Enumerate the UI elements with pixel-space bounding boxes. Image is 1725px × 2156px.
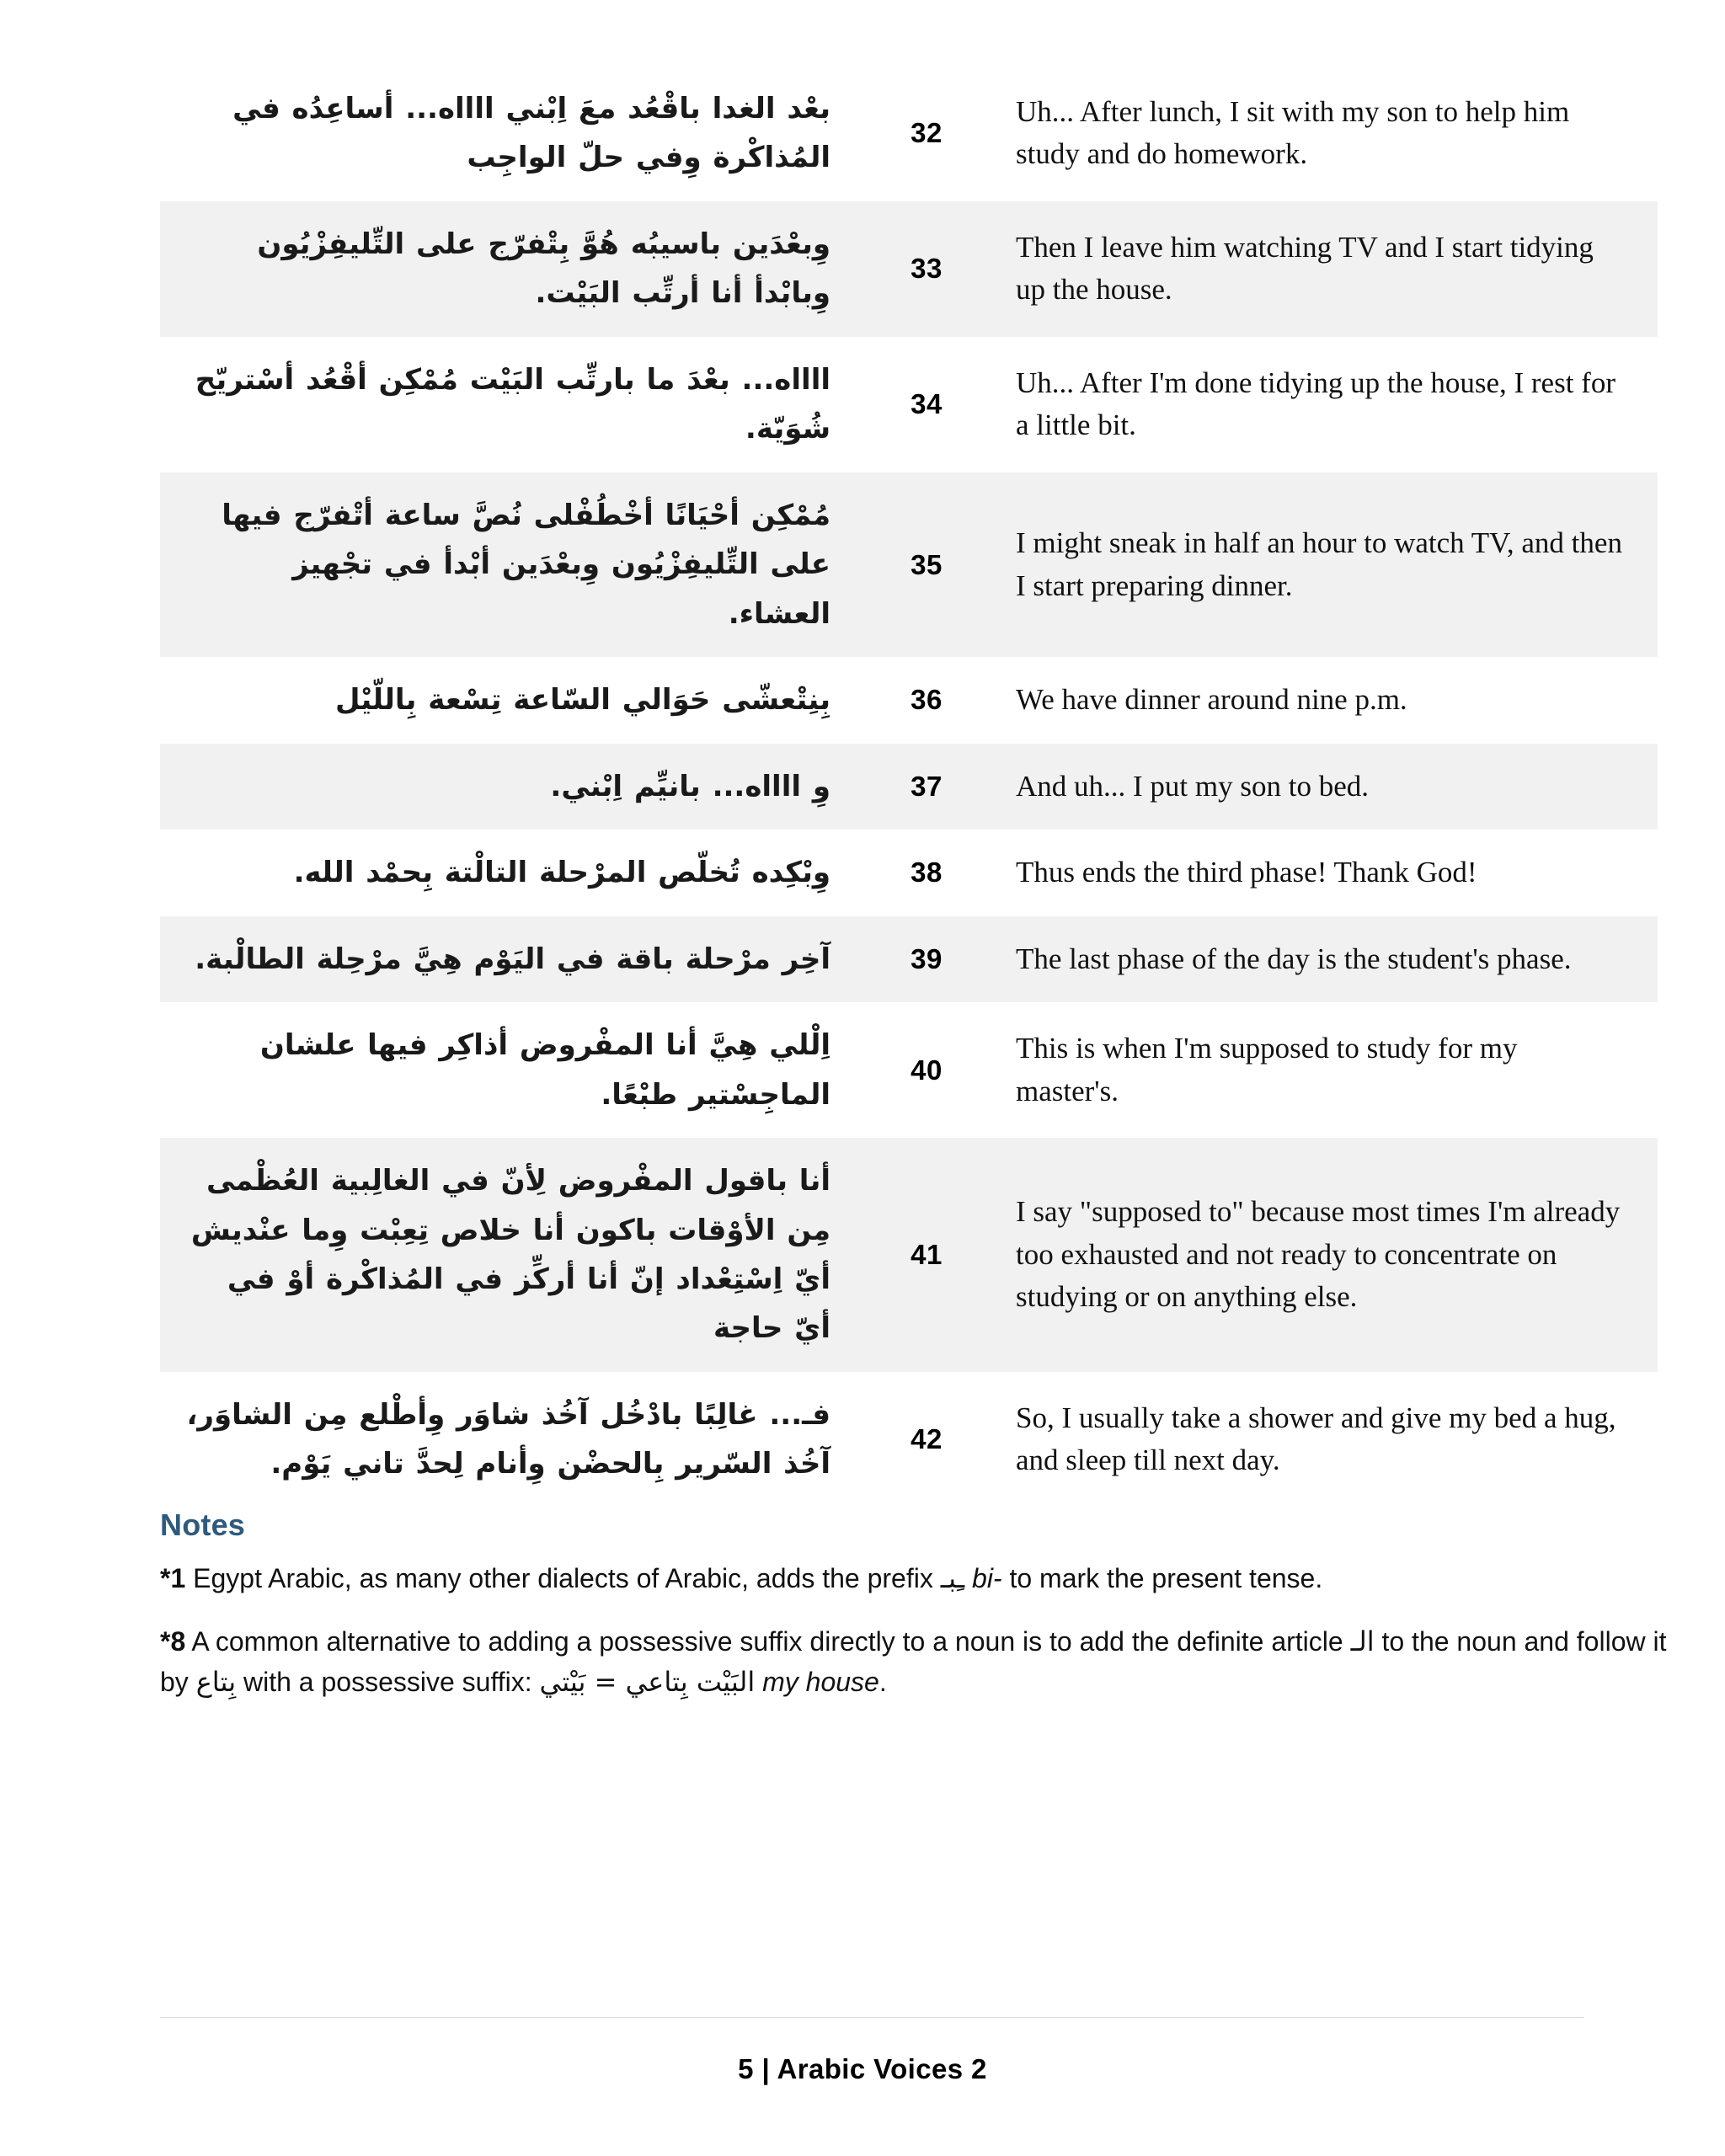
note-text-tail: . — [879, 1667, 887, 1698]
note-text: A common alternative to adding a possessive suffix directly to a noun is to add the definite article — [185, 1625, 1351, 1657]
table-row — [160, 201, 1658, 337]
note-italic: bi- — [972, 1563, 1002, 1593]
table-row — [160, 472, 1658, 657]
english-translation: Thus ends the third phase! Thank God! — [1016, 856, 1477, 889]
note-text-mid-2: with a possessive suffix: — [236, 1667, 540, 1698]
note-text-mid-1: to the noun and follow it by — [160, 1625, 1667, 1698]
arabic-text: فـ... غالبا بادخل آخذ شاور وأطلع من الشاور، آخذ السرير بالحضن وأنام لحد تاني يوم. — [186, 1397, 830, 1481]
line-number: 42 — [911, 1423, 943, 1455]
table-row — [160, 1002, 1658, 1138]
arabic-text: اللي هي أنا المفروض أذاكر فيها علشان الماجستير طبعا. — [259, 1028, 830, 1112]
arabic-text: وبكده تخلص المرحلة التالتة بحمد الله. — [293, 856, 830, 890]
arabic-text: ااااه... بعد ما بارتب البيت ممكن أقعد أستريح شوية. — [195, 362, 830, 446]
arabic-text: وبعدين باسيبه هو بتفرج على التليفزيون وبابدأ أنا أرتب البيت. — [257, 227, 830, 311]
english-translation: I might sneak in half an hour to watch TV, and then I start preparing dinner. — [1016, 526, 1622, 602]
transcript-table — [160, 66, 1658, 1508]
line-number: 39 — [911, 942, 943, 974]
english-translation: So, I usually take a shower and give my bed a hug, and sleep till next day. — [1016, 1401, 1616, 1477]
line-number: 32 — [911, 117, 943, 149]
table-row — [160, 657, 1658, 743]
english-translation: We have dinner around nine p.m. — [1016, 683, 1407, 717]
line-number: 40 — [911, 1054, 943, 1086]
transcript-table-body — [160, 66, 1658, 1508]
notes-heading: Notes — [160, 1508, 246, 1542]
note-marker: *1 — [160, 1563, 186, 1593]
note-arabic: ـبـ — [940, 1562, 965, 1594]
footer-divider — [160, 2017, 1583, 2018]
line-number: 37 — [911, 770, 943, 802]
english-translation: I say "supposed to" because most times I'm already too exhausted and not ready to concentrate on studying or on anything else. — [1016, 1195, 1621, 1314]
line-number: 41 — [911, 1238, 943, 1270]
note-text-tail: to mark the present tense. — [1001, 1563, 1323, 1593]
arabic-text: بنتعشى حوالي الساعة تسعة بالليل — [334, 683, 830, 718]
english-translation: This is when I'm supposed to study for my master's. — [1016, 1032, 1518, 1107]
note-arabic-example: البيت بتاعي = بيتي — [539, 1666, 756, 1699]
note-arabic-bitaa: بتاع — [195, 1666, 237, 1699]
arabic-text: أنا باقول المفروض لأن في الغالبية العظمى من الأوقات باكون أنا خلاص تعبت وما عنديش أي استعداد إن أنا أركز في المذاكرة أو في أي حاجة — [190, 1164, 830, 1346]
table-row — [160, 830, 1658, 915]
note-arabic-article: الـ — [1350, 1625, 1375, 1657]
arabic-text: ممكن أحيانا أخطفلى نص ساعة أتفرج فيها على التليفزيون وبعدين أبدأ في تجهيز العشاء. — [222, 498, 830, 631]
english-translation: The last phase of the day is the student's phase. — [1016, 942, 1572, 975]
table-row — [160, 1138, 1658, 1372]
english-translation: And uh... I put my son to bed. — [1016, 769, 1370, 803]
note-marker: *8 — [160, 1625, 186, 1657]
arabic-text: بعد الغدا باقعد مع ابني ااااه... أساعده في المذاكرة وفي حل الواجب — [232, 92, 830, 175]
table-row — [160, 66, 1658, 201]
table-row — [160, 1372, 1658, 1508]
line-number: 38 — [911, 857, 943, 889]
arabic-text: آخر مرحلة باقة في اليوم هي مرحلة الطالبة. — [195, 942, 830, 976]
line-number: 33 — [911, 253, 943, 285]
line-number: 34 — [911, 388, 943, 420]
english-translation: Uh... After lunch, I sit with my son to help him study and do homework. — [1016, 95, 1570, 171]
note-text: Egypt Arabic, as many other dialects of Arabic, adds the prefix — [185, 1563, 941, 1593]
line-number: 35 — [911, 548, 943, 580]
note-item-1 — [160, 1558, 1668, 1599]
english-translation: Uh... After I'm done tidying up the house, I rest for a little bit. — [1016, 366, 1616, 442]
note-item-8 — [160, 1621, 1668, 1703]
arabic-text: و ااااه... بانيم ابني. — [550, 769, 830, 803]
table-row — [160, 337, 1658, 472]
table-row — [160, 916, 1658, 1002]
line-number: 36 — [911, 684, 943, 716]
page-footer: 5 | Arabic Voices 2 — [738, 2053, 987, 2084]
table-row — [160, 744, 1658, 830]
notes-section — [160, 1508, 1668, 1725]
note-italic: my house — [762, 1667, 879, 1698]
english-translation: Then I leave him watching TV and I start tidying up the house. — [1016, 231, 1594, 307]
